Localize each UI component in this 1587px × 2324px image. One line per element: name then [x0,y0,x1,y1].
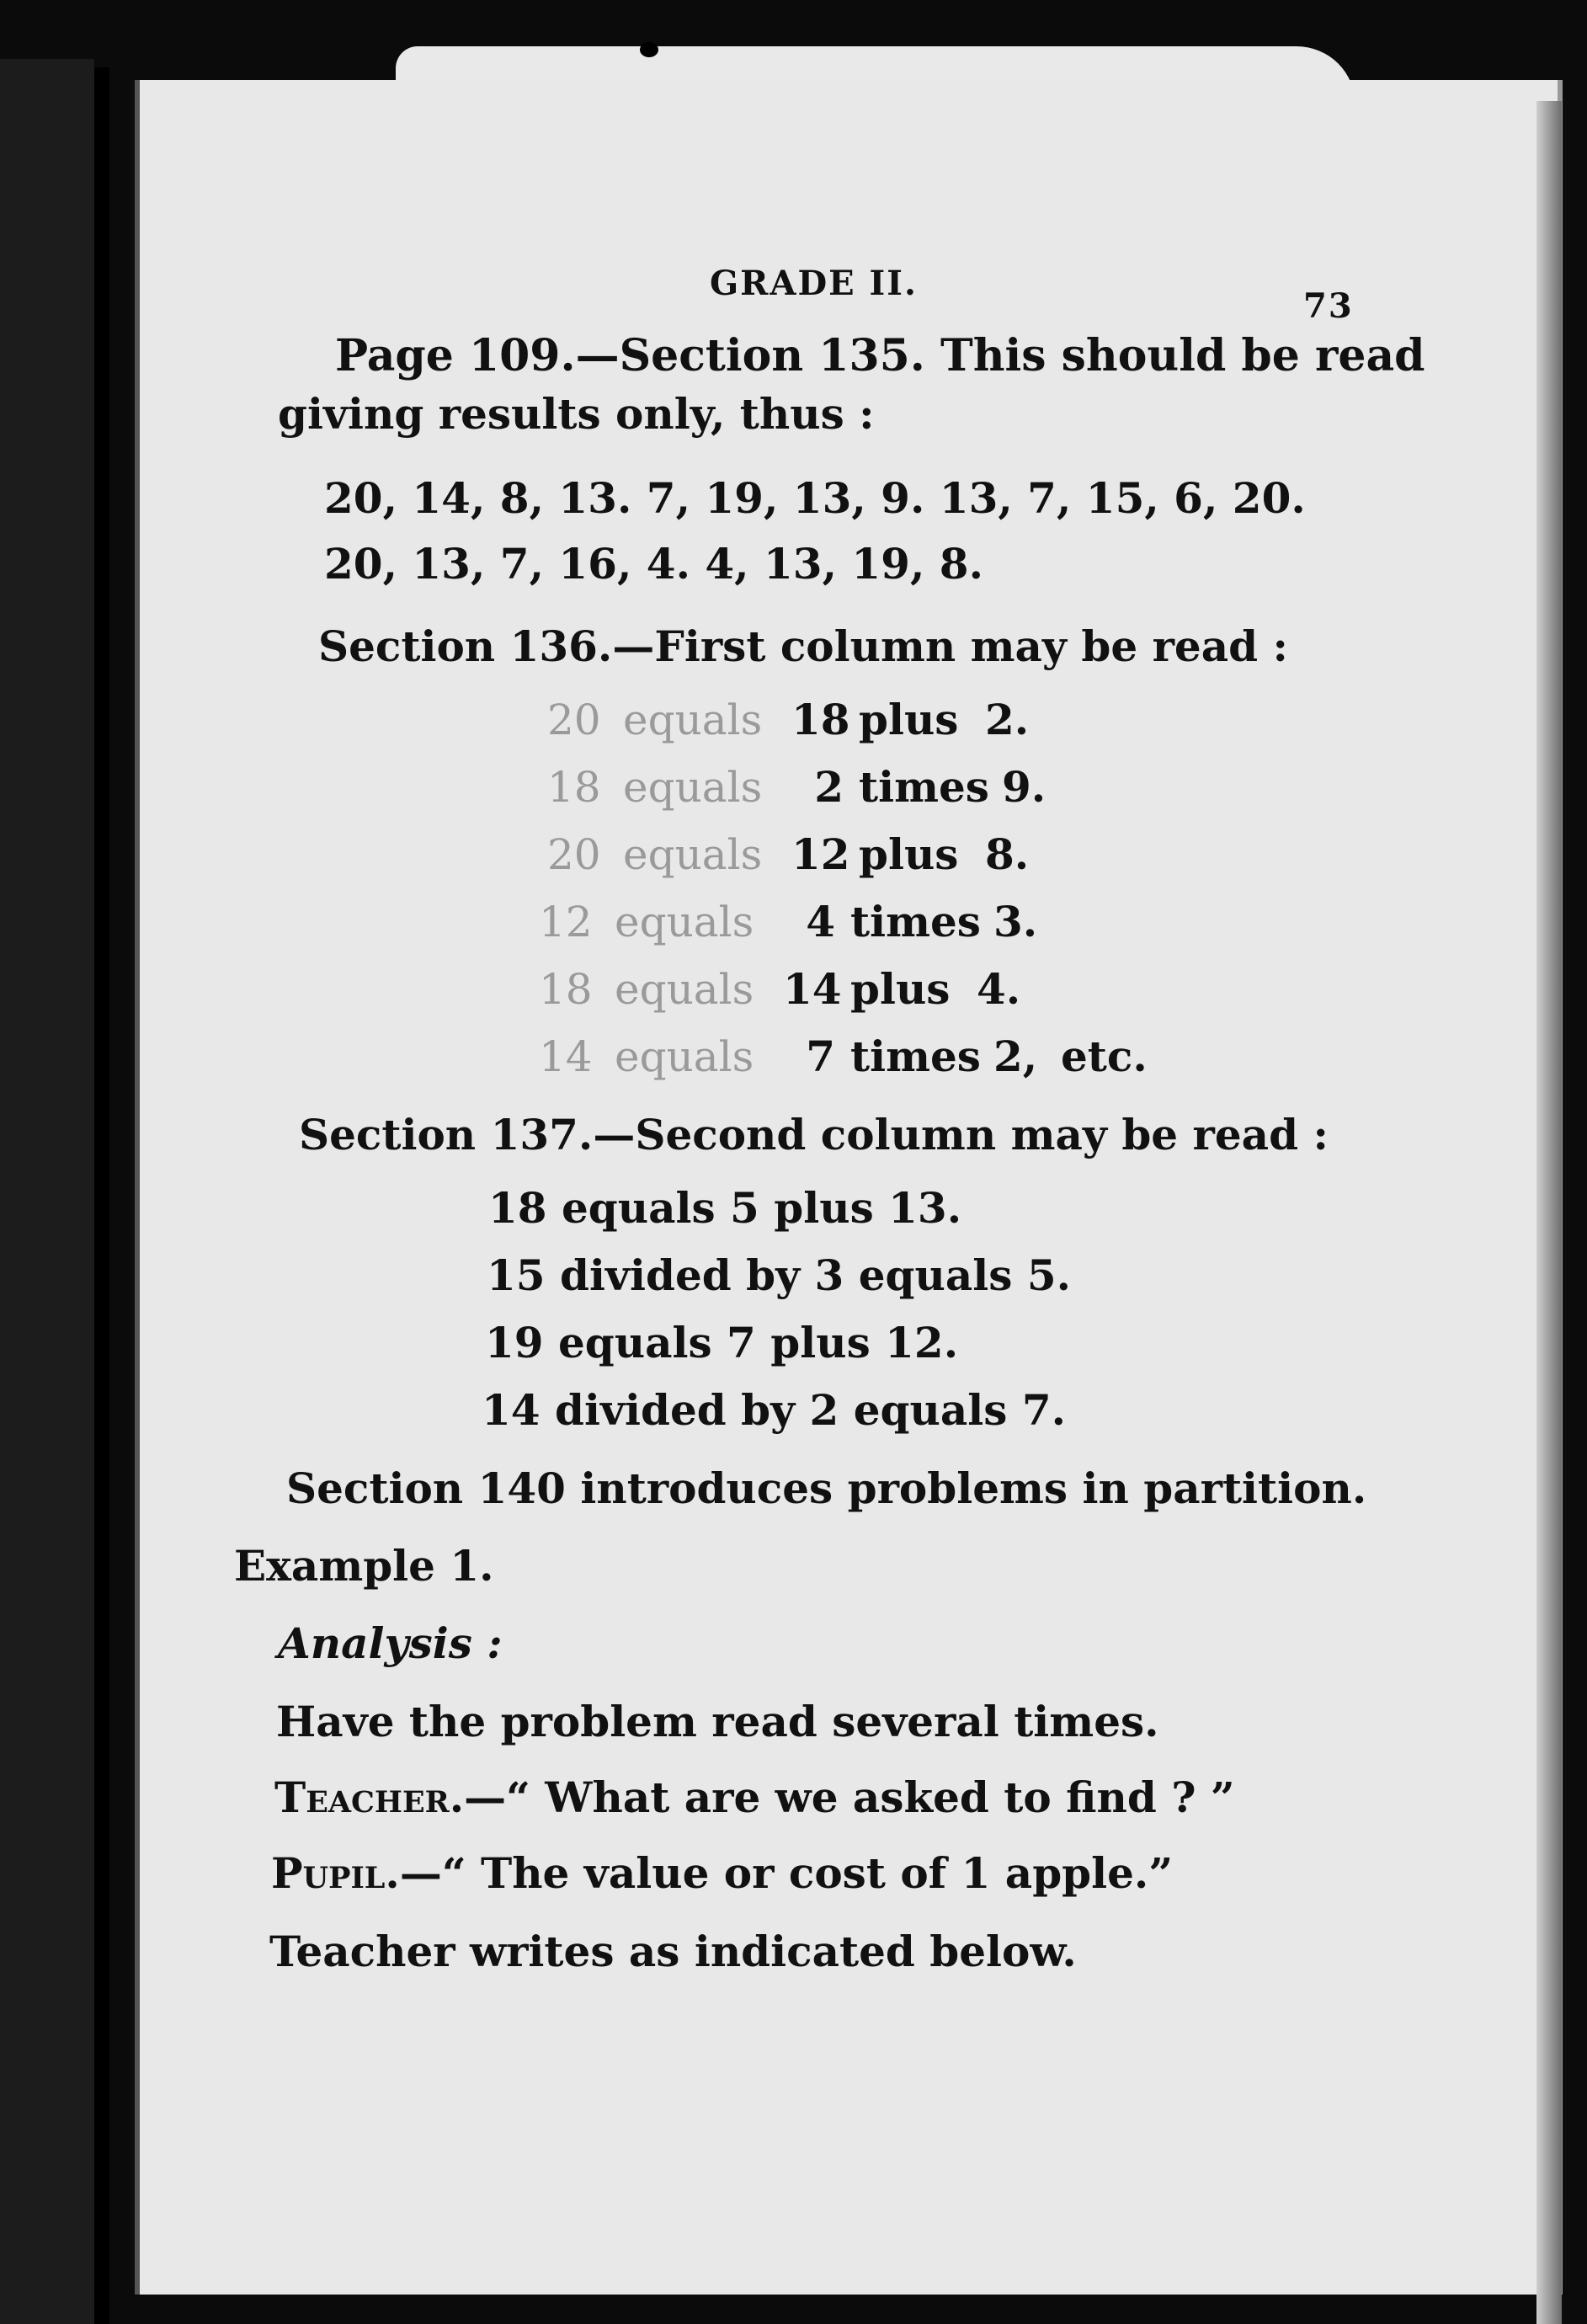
results-line-2: 20, 13, 7, 16, 4. 4, 13, 19, 8. [324,539,983,589]
analysis-label: Analysis : [278,1618,503,1668]
results-line-1: 20, 14, 8, 13. 7, 19, 13, 9. 13, 7, 15, 6, 20. [324,473,1306,523]
teacher-line [274,1772,1235,1822]
page-number: 73 [1303,286,1354,326]
pupil-label: Pupil. [271,1848,400,1898]
table-row: 18 equals 14 plus 4. [539,964,1021,1014]
pupil-text: —“ The value or cost of 1 apple.” [399,1848,1174,1898]
pupil-line [271,1848,1173,1898]
para1-line1-rest: —Section 135. This should be read [575,330,1425,381]
section137-line-4: 14 divided by 2 equals 7. [482,1385,1067,1435]
teacher-text: —“ What are we asked to find ? ” [464,1772,1235,1822]
table-row: 12 equals 4 times 3. [539,897,1038,946]
example-label: Example 1. [234,1541,494,1591]
section137-line-3: 19 equals 7 plus 12. [485,1318,959,1367]
table-row: 18 equals 2 times 9. [547,762,1046,812]
page-edge-shadow [1536,101,1562,2324]
section137-line-2: 15 divided by 3 equals 5. [487,1250,1072,1300]
teacher-label: Teacher. [274,1772,465,1822]
para1-line1 [335,330,1425,381]
section136-heading: Section 136.—First column may be read : [318,621,1288,671]
instruction-line: Have the problem read several times. [276,1697,1159,1746]
running-header: GRADE II. [710,264,918,303]
scan-binding-bar [94,67,109,2324]
punch-hole [640,42,658,57]
section137-line-1: 18 equals 5 plus 13. [488,1183,962,1233]
page-reference: Page 109. [335,330,576,381]
table-row: 20 equals 12 plus 8. [547,829,1030,879]
table-row: 20 equals 18 plus 2. [547,695,1030,744]
section140-text: Section 140 introduces problems in partition. [286,1463,1367,1513]
section137-heading: Section 137.—Second column may be read : [299,1110,1329,1159]
table-row: 14 equals 7 times 2, etc. [539,1031,1148,1081]
scan-left-border [0,59,94,2324]
para1-line2: giving results only, thus : [278,389,875,439]
closing-line: Teacher writes as indicated below. [269,1927,1077,1976]
